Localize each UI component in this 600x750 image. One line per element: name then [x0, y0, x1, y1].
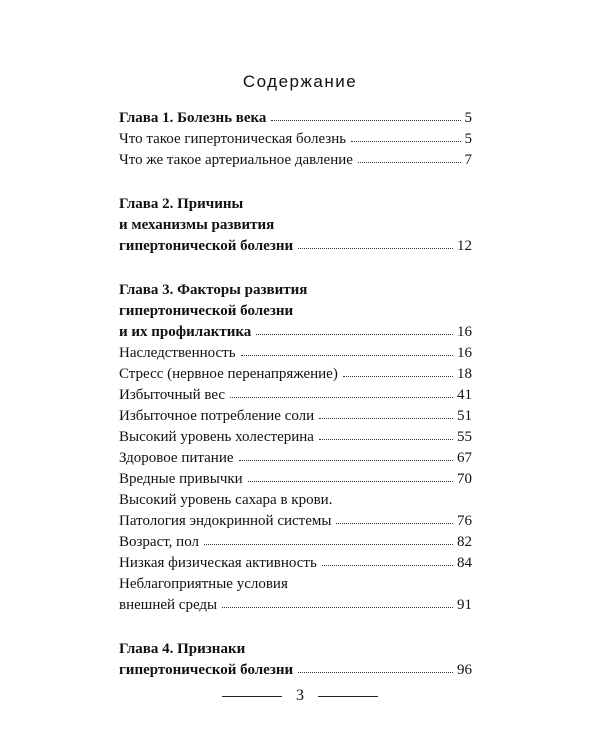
toc-page-number: 16: [457, 345, 472, 361]
footer-rule-left: [222, 696, 282, 697]
toc-entry-title: гипертонической болезни: [119, 238, 294, 254]
dot-leader: [256, 330, 453, 335]
toc-page-number: 5: [464, 110, 472, 126]
toc-entry-title: Избыточное потребление соли: [119, 408, 315, 424]
toc-chapter-line: [119, 322, 472, 343]
dot-leader: [343, 372, 453, 377]
toc-entry: [119, 469, 472, 490]
dot-leader: [204, 540, 453, 545]
toc-entry-title: гипертонической болезни: [119, 303, 294, 319]
toc-entry-title: Наследственность: [119, 345, 236, 361]
toc-page-number: 12: [457, 238, 472, 254]
toc-page-number: 51: [457, 408, 472, 424]
toc-entry-title: Высокий уровень сахара в крови.: [119, 492, 333, 508]
section-gap: [119, 257, 472, 280]
toc-entry-title: Избыточный вес: [119, 387, 226, 403]
toc-entry-title: Неблагоприятные условия: [119, 576, 288, 592]
dot-leader: [351, 137, 460, 142]
toc-page-number: 16: [457, 324, 472, 340]
toc-page-number: 5: [464, 131, 472, 147]
toc-entry-title: Здоровое питание: [119, 450, 234, 466]
toc-entry: [119, 490, 472, 511]
toc-entry: [119, 343, 472, 364]
dot-leader: [241, 351, 453, 356]
toc-entry: [119, 553, 472, 574]
toc-entry-title: Возраст, пол: [119, 534, 199, 550]
toc-entry: [119, 150, 472, 171]
toc-entry-title: гипертонической болезни: [119, 662, 294, 678]
toc-entry-title: Стресс (нервное перенапряжение): [119, 366, 338, 382]
toc-page-number: 70: [457, 471, 472, 487]
toc-entry: [119, 574, 472, 595]
section-gap: [119, 171, 472, 194]
toc-entry: [119, 427, 472, 448]
toc-entry-title: внешней среды: [119, 597, 218, 613]
section-gap: [119, 616, 472, 639]
dot-leader: [271, 116, 460, 121]
toc-chapter-line: [119, 108, 472, 129]
toc-chapter-line: [119, 236, 472, 257]
table-of-contents: [119, 108, 472, 681]
toc-entry-title: Глава 2. Причины: [119, 196, 244, 212]
toc-entry-title: Глава 3. Факторы развития: [119, 282, 308, 298]
toc-page-number: 96: [457, 662, 472, 678]
toc-entry: [119, 511, 472, 532]
toc-chapter-line: [119, 639, 472, 660]
toc-page-number: 18: [457, 366, 472, 382]
toc-page-number: 67: [457, 450, 472, 466]
toc-entry-title: Что такое гипертоническая болезнь: [119, 131, 347, 147]
toc-entry: [119, 448, 472, 469]
toc-chapter-line: [119, 280, 472, 301]
page-number: 3: [296, 687, 304, 704]
dot-leader: [230, 393, 453, 398]
toc-chapter-line: [119, 301, 472, 322]
toc-entry-title: Глава 1. Болезнь века: [119, 110, 267, 126]
toc-page-number: 76: [457, 513, 472, 529]
toc-chapter-line: [119, 215, 472, 236]
toc-entry-title: Что же такое артериальное давление: [119, 152, 353, 168]
toc-entry: [119, 385, 472, 406]
toc-entry-title: Патология эндокринной системы: [119, 513, 332, 529]
dot-leader: [319, 414, 453, 419]
dot-leader: [336, 519, 453, 524]
page-title: Содержание: [242, 72, 358, 91]
dot-leader: [248, 477, 453, 482]
toc-entry-title: Низкая физическая активность: [119, 555, 317, 571]
toc-entry: [119, 532, 472, 553]
toc-page-number: 82: [457, 534, 472, 550]
toc-page-number: 7: [464, 152, 472, 168]
dot-leader: [239, 456, 453, 461]
toc-entry-title: Высокий уровень холестерина: [119, 429, 314, 445]
toc-chapter-line: [119, 194, 472, 215]
dot-leader: [222, 603, 453, 608]
toc-entry-title: Вредные привычки: [119, 471, 243, 487]
dot-leader: [322, 561, 453, 566]
toc-entry: [119, 129, 472, 150]
dot-leader: [298, 668, 453, 673]
toc-chapter-line: [119, 660, 472, 681]
toc-entry-title: Глава 4. Признаки: [119, 641, 246, 657]
toc-page-number: 84: [457, 555, 472, 571]
toc-entry-title: и механизмы развития: [119, 217, 275, 233]
toc-entry: [119, 406, 472, 427]
toc-entry: [119, 595, 472, 616]
dot-leader: [298, 244, 453, 249]
page-footer: [0, 686, 600, 706]
toc-entry-title: и их профилактика: [119, 324, 252, 340]
toc-page-number: 55: [457, 429, 472, 445]
toc-page-number: 91: [457, 597, 472, 613]
dot-leader: [358, 158, 461, 163]
toc-page-number: 41: [457, 387, 472, 403]
toc-entry: [119, 364, 472, 385]
dot-leader: [319, 435, 453, 440]
footer-rule-right: [318, 696, 378, 697]
